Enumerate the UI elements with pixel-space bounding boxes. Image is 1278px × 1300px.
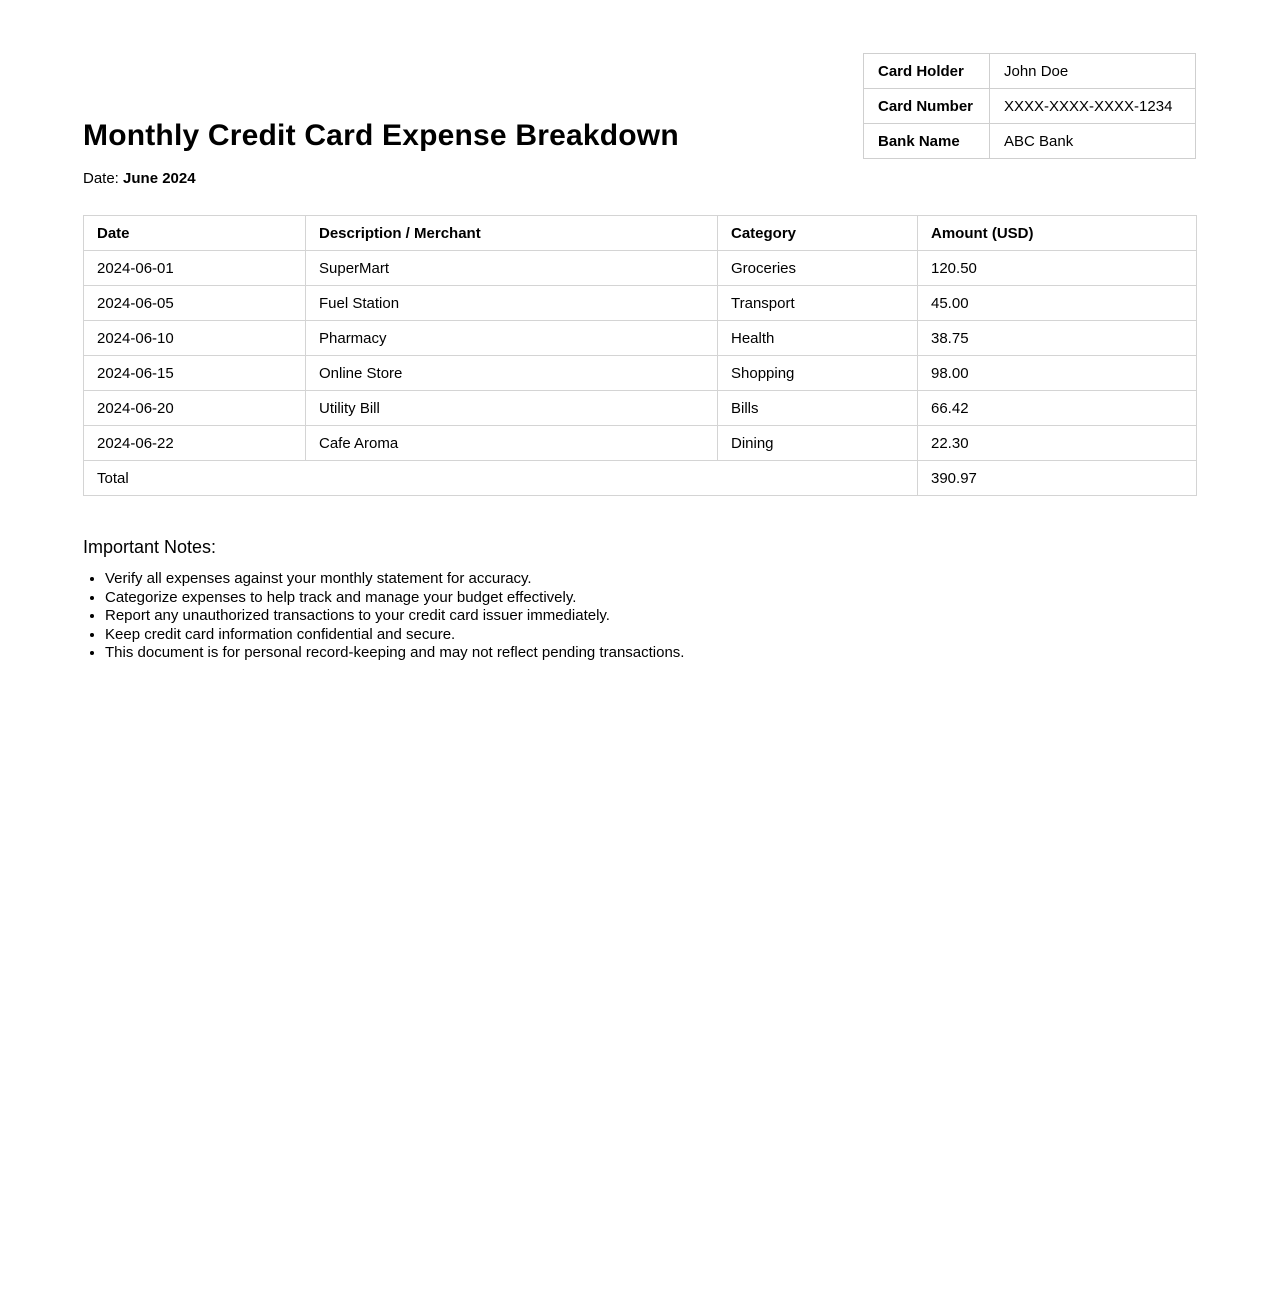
date-value: June 2024 xyxy=(123,170,196,187)
expense-category: Transport xyxy=(718,286,918,321)
total-label: Total xyxy=(84,461,918,496)
page-title: Monthly Credit Card Expense Breakdown xyxy=(83,119,679,152)
expense-date: 2024-06-15 xyxy=(84,356,306,391)
expense-description: SuperMart xyxy=(306,251,718,286)
table-row xyxy=(84,356,1197,391)
expense-category: Bills xyxy=(718,391,918,426)
expense-header-row xyxy=(84,216,1197,251)
card-info-table xyxy=(863,53,1196,159)
expense-category: Shopping xyxy=(718,356,918,391)
card-number-label: Card Number xyxy=(864,89,990,124)
expense-date: 2024-06-10 xyxy=(84,321,306,356)
bank-name-label: Bank Name xyxy=(864,124,990,159)
note-item: • Report any unauthorized transactions to your credit card issuer immediately. xyxy=(105,607,1196,626)
expense-amount: 98.00 xyxy=(918,356,1197,391)
table-row xyxy=(84,251,1197,286)
date-line xyxy=(83,170,1196,188)
expense-amount: 38.75 xyxy=(918,321,1197,356)
table-row xyxy=(84,286,1197,321)
expense-date: 2024-06-20 xyxy=(84,391,306,426)
bank-name-value: ABC Bank xyxy=(990,124,1196,159)
card-holder-label: Card Holder xyxy=(864,54,990,89)
expense-amount: 22.30 xyxy=(918,426,1197,461)
expense-table xyxy=(83,215,1197,496)
total-row xyxy=(84,461,1197,496)
expense-description: Pharmacy xyxy=(306,321,718,356)
column-header-description: Description / Merchant xyxy=(306,216,718,251)
card-info-row xyxy=(864,54,1196,89)
expense-date: 2024-06-01 xyxy=(84,251,306,286)
expense-category: Groceries xyxy=(718,251,918,286)
expense-category: Dining xyxy=(718,426,918,461)
column-header-category: Category xyxy=(718,216,918,251)
expense-amount: 120.50 xyxy=(918,251,1197,286)
table-row xyxy=(84,321,1197,356)
expense-amount: 66.42 xyxy=(918,391,1197,426)
note-item: • Verify all expenses against your monthly statement for accuracy. xyxy=(105,570,1196,589)
note-item: • Keep credit card information confidential and secure. xyxy=(105,626,1196,645)
note-item: • This document is for personal record-keeping and may not reflect pending transactions. xyxy=(105,644,1196,663)
expense-date: 2024-06-22 xyxy=(84,426,306,461)
expense-description: Online Store xyxy=(306,356,718,391)
table-row xyxy=(84,391,1197,426)
column-header-date: Date xyxy=(84,216,306,251)
expense-category: Health xyxy=(718,321,918,356)
expense-date: 2024-06-05 xyxy=(84,286,306,321)
card-info-row xyxy=(864,89,1196,124)
card-info-row xyxy=(864,124,1196,159)
date-label: Date: xyxy=(83,170,119,187)
expense-description: Utility Bill xyxy=(306,391,718,426)
column-header-amount: Amount (USD) xyxy=(918,216,1197,251)
table-row xyxy=(84,426,1197,461)
expense-amount: 45.00 xyxy=(918,286,1197,321)
card-holder-value: John Doe xyxy=(990,54,1196,89)
note-item: • Categorize expenses to help track and manage your budget effectively. xyxy=(105,589,1196,608)
notes-list xyxy=(83,570,1196,663)
total-amount: 390.97 xyxy=(918,461,1197,496)
expense-description: Cafe Aroma xyxy=(306,426,718,461)
card-number-value: XXXX-XXXX-XXXX-1234 xyxy=(990,89,1196,124)
notes-heading: Important Notes: xyxy=(83,537,217,557)
expense-description: Fuel Station xyxy=(306,286,718,321)
